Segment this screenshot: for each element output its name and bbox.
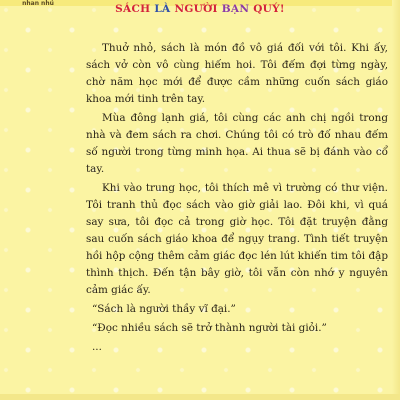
title-word-4: BẠN: [221, 3, 250, 15]
quote-2: “Đọc nhiều sách sẽ trở thành người tài giỏi.”: [92, 322, 327, 334]
paragraph-2: Mùa đông lạnh giá, tôi cùng các anh chị ngồi trong nhà và đem sách ra chơi. Chúng tôi có trò đố nhau đếm số người trong từng minh họa. Ai thua sẽ bị đánh vào cổ tay.: [86, 112, 388, 175]
quote-1: “Sách là người thầy vĩ đại.”: [92, 303, 236, 315]
bottom-border: [0, 394, 400, 400]
title-word-5: QUÝ!: [253, 3, 285, 15]
paragraph-1: Thuở nhỏ, sách là món đồ vô giá đối với tôi. Khi ấy, sách vở còn vô cùng hiếm hoi. Tôi đếm đợi từng ngày, chờ năm học mới để được cầm những cuốn sách giáo khoa mới tinh trên tay.: [86, 42, 388, 105]
paragraph-3: Khi vào trung học, tôi thích mê vì trường có thư viện. Tôi tranh thủ đọc sách vào giờ giải lao. Đôi khi, vì quá say sưa, tôi đọc cả trong giờ học. Tôi đặt truyện đằng sau cuốn sách giáo khoa để ngụy trang. Tình tiết truyện hồi hộp cộng thêm cảm giác đọc lén lút khiến tim tôi đập thình thịch. Đến tận bây giờ, tôi vẫn còn nhớ y nguyên cảm giác ấy.: [86, 182, 388, 296]
page-title: [0, 3, 400, 15]
ellipsis: ...: [92, 341, 102, 353]
title-word-2: LÀ: [154, 3, 171, 15]
body-text: [86, 40, 388, 358]
corner-note: nhan nhú: [22, 0, 54, 7]
title-word-1: SÁCH: [115, 3, 151, 15]
right-border: [392, 0, 400, 400]
title-word-3: NGƯỜI: [174, 3, 218, 15]
